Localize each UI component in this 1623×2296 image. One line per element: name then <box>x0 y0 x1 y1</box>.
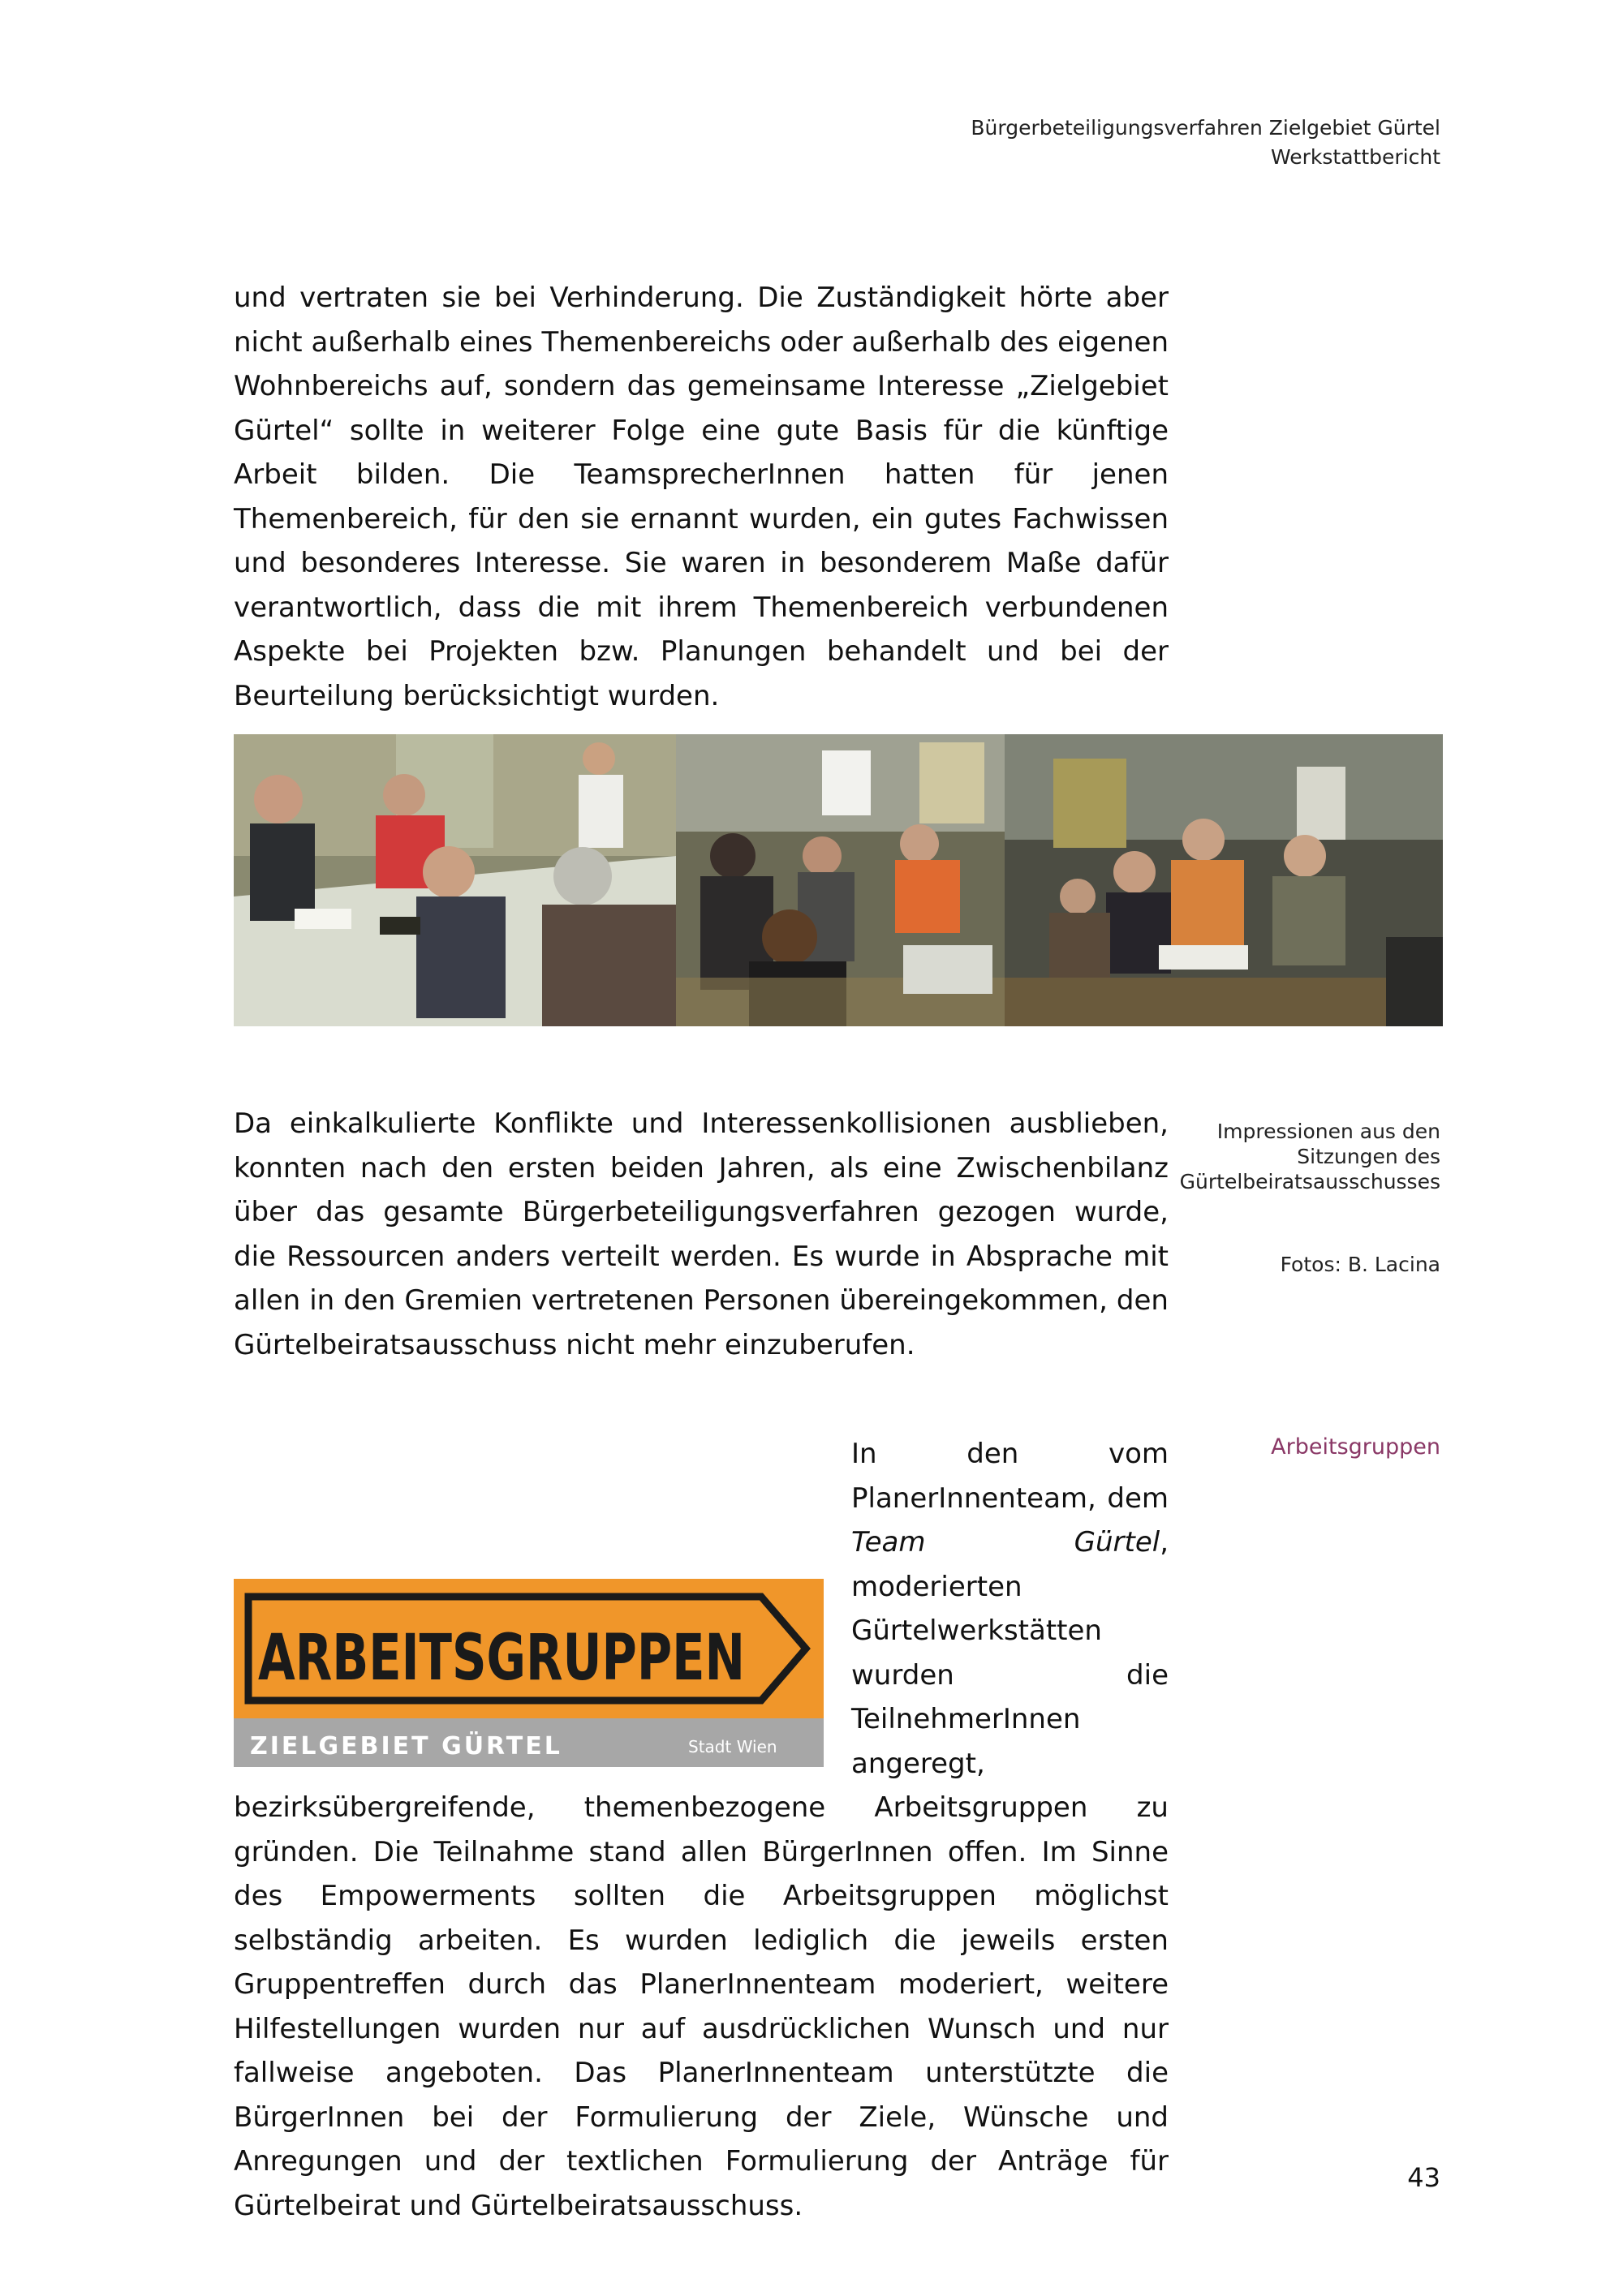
paragraph-text: Da einkalkulierte Konflikte und Interessenkollisionen ausblieben, konnten nach den ersten beiden Jahren, als eine Zwischenbilanz über das gesamte Bürgerbeteiligungsverfahren gezogen wurde, die Ressourcen anders verteilt werden. Es wurde in Absprache mit allen in den Gremien vertretenen Personen übereingekommen, den Gürtelbeiratsausschuss nicht mehr einzuberufen. <box>234 1107 1169 1361</box>
stadt-wien-logo: Stadt Wien <box>688 1737 777 1756</box>
photo-meeting-table <box>234 734 676 1026</box>
team-name-emphasis: Team Gürtel <box>851 1526 1160 1559</box>
sign-title: ARBEITSGRUPPEN <box>258 1622 745 1695</box>
paragraph-teamsprecher <box>234 276 1169 718</box>
photo-strip <box>234 734 1443 1026</box>
photo-audience <box>676 734 1005 1026</box>
paragraph-konflikte <box>234 1102 1169 1367</box>
paragraph-arbeitsgruppen <box>234 1432 1169 2228</box>
page-number: 43 <box>1407 2162 1440 2193</box>
photo-credit: Fotos: B. Lacina <box>1280 1253 1440 1276</box>
sign-subtitle: ZIELGEBIET GÜRTEL <box>250 1732 562 1761</box>
text-segment: In den vom PlanerInnenteam, dem <box>851 1438 1169 1515</box>
header-title: Bürgerbeteiligungsverfahren Zielgebiet Gürtel <box>971 116 1440 140</box>
section-label-arbeitsgruppen: Arbeitsgruppen <box>1271 1434 1440 1460</box>
photo-caption: Impressionen aus den Sitzungen des Gürtelbeiratsausschusses <box>1179 1120 1440 1193</box>
paragraph-text: und vertraten sie bei Verhinderung. Die Zuständigkeit hörte aber nicht außerhalb eines Themenbereichs oder außerhalb des eigenen Wohnbereichs auf, sondern das gemeinsame Interesse „Zielgebiet Gürtel“ sollte in weiterer Folge eine gute Basis für die künftige Arbeit bilden. Die TeamsprecherInnen hatten für jenen Themenbereich, für den sie ernannt wurden, ein gutes Fachwissen und besonderes Interesse. Sie waren in besonderem Maße dafür verantwortlich, dass die mit ihrem Themenbereich verbundenen Aspekte bei Projekten bzw. Planungen behandelt und bei der Beurteilung berücksichtigt wurden. <box>234 282 1169 712</box>
paragraph-text <box>234 1432 1169 2228</box>
photo-meeting-room <box>1005 734 1443 1026</box>
header-subtitle: Werkstattbericht <box>1270 145 1440 169</box>
arbeitsgruppen-sign-image <box>234 1579 824 1767</box>
running-header <box>971 114 1440 172</box>
text-segment: , moderierten Gürtelwerkstätten wurden die TeilnehmerInnen angeregt, bezirksübergreifende, themenbezogene Arbeitsgruppen zu gründen. Die Teilnahme stand allen BürgerInnen offen. Im Sinne des Empowerments sollten die Arbeitsgruppen möglichst selbständig arbeiten. Es wurden lediglich die jeweils ersten Gruppentreffen durch das PlanerInnenteam moderiert, weitere Hilfestellungen wurden nur auf ausdrücklichen Wunsch und nur fallweise angeboten. Das PlanerInnenteam unterstützte die BürgerInnen bei der Formulierung der Ziele, Wünsche und Anregungen und der textlichen Formulierung der Anträge für Gürtelbeirat und Gürtelbeiratsausschuss. <box>234 1526 1169 2222</box>
